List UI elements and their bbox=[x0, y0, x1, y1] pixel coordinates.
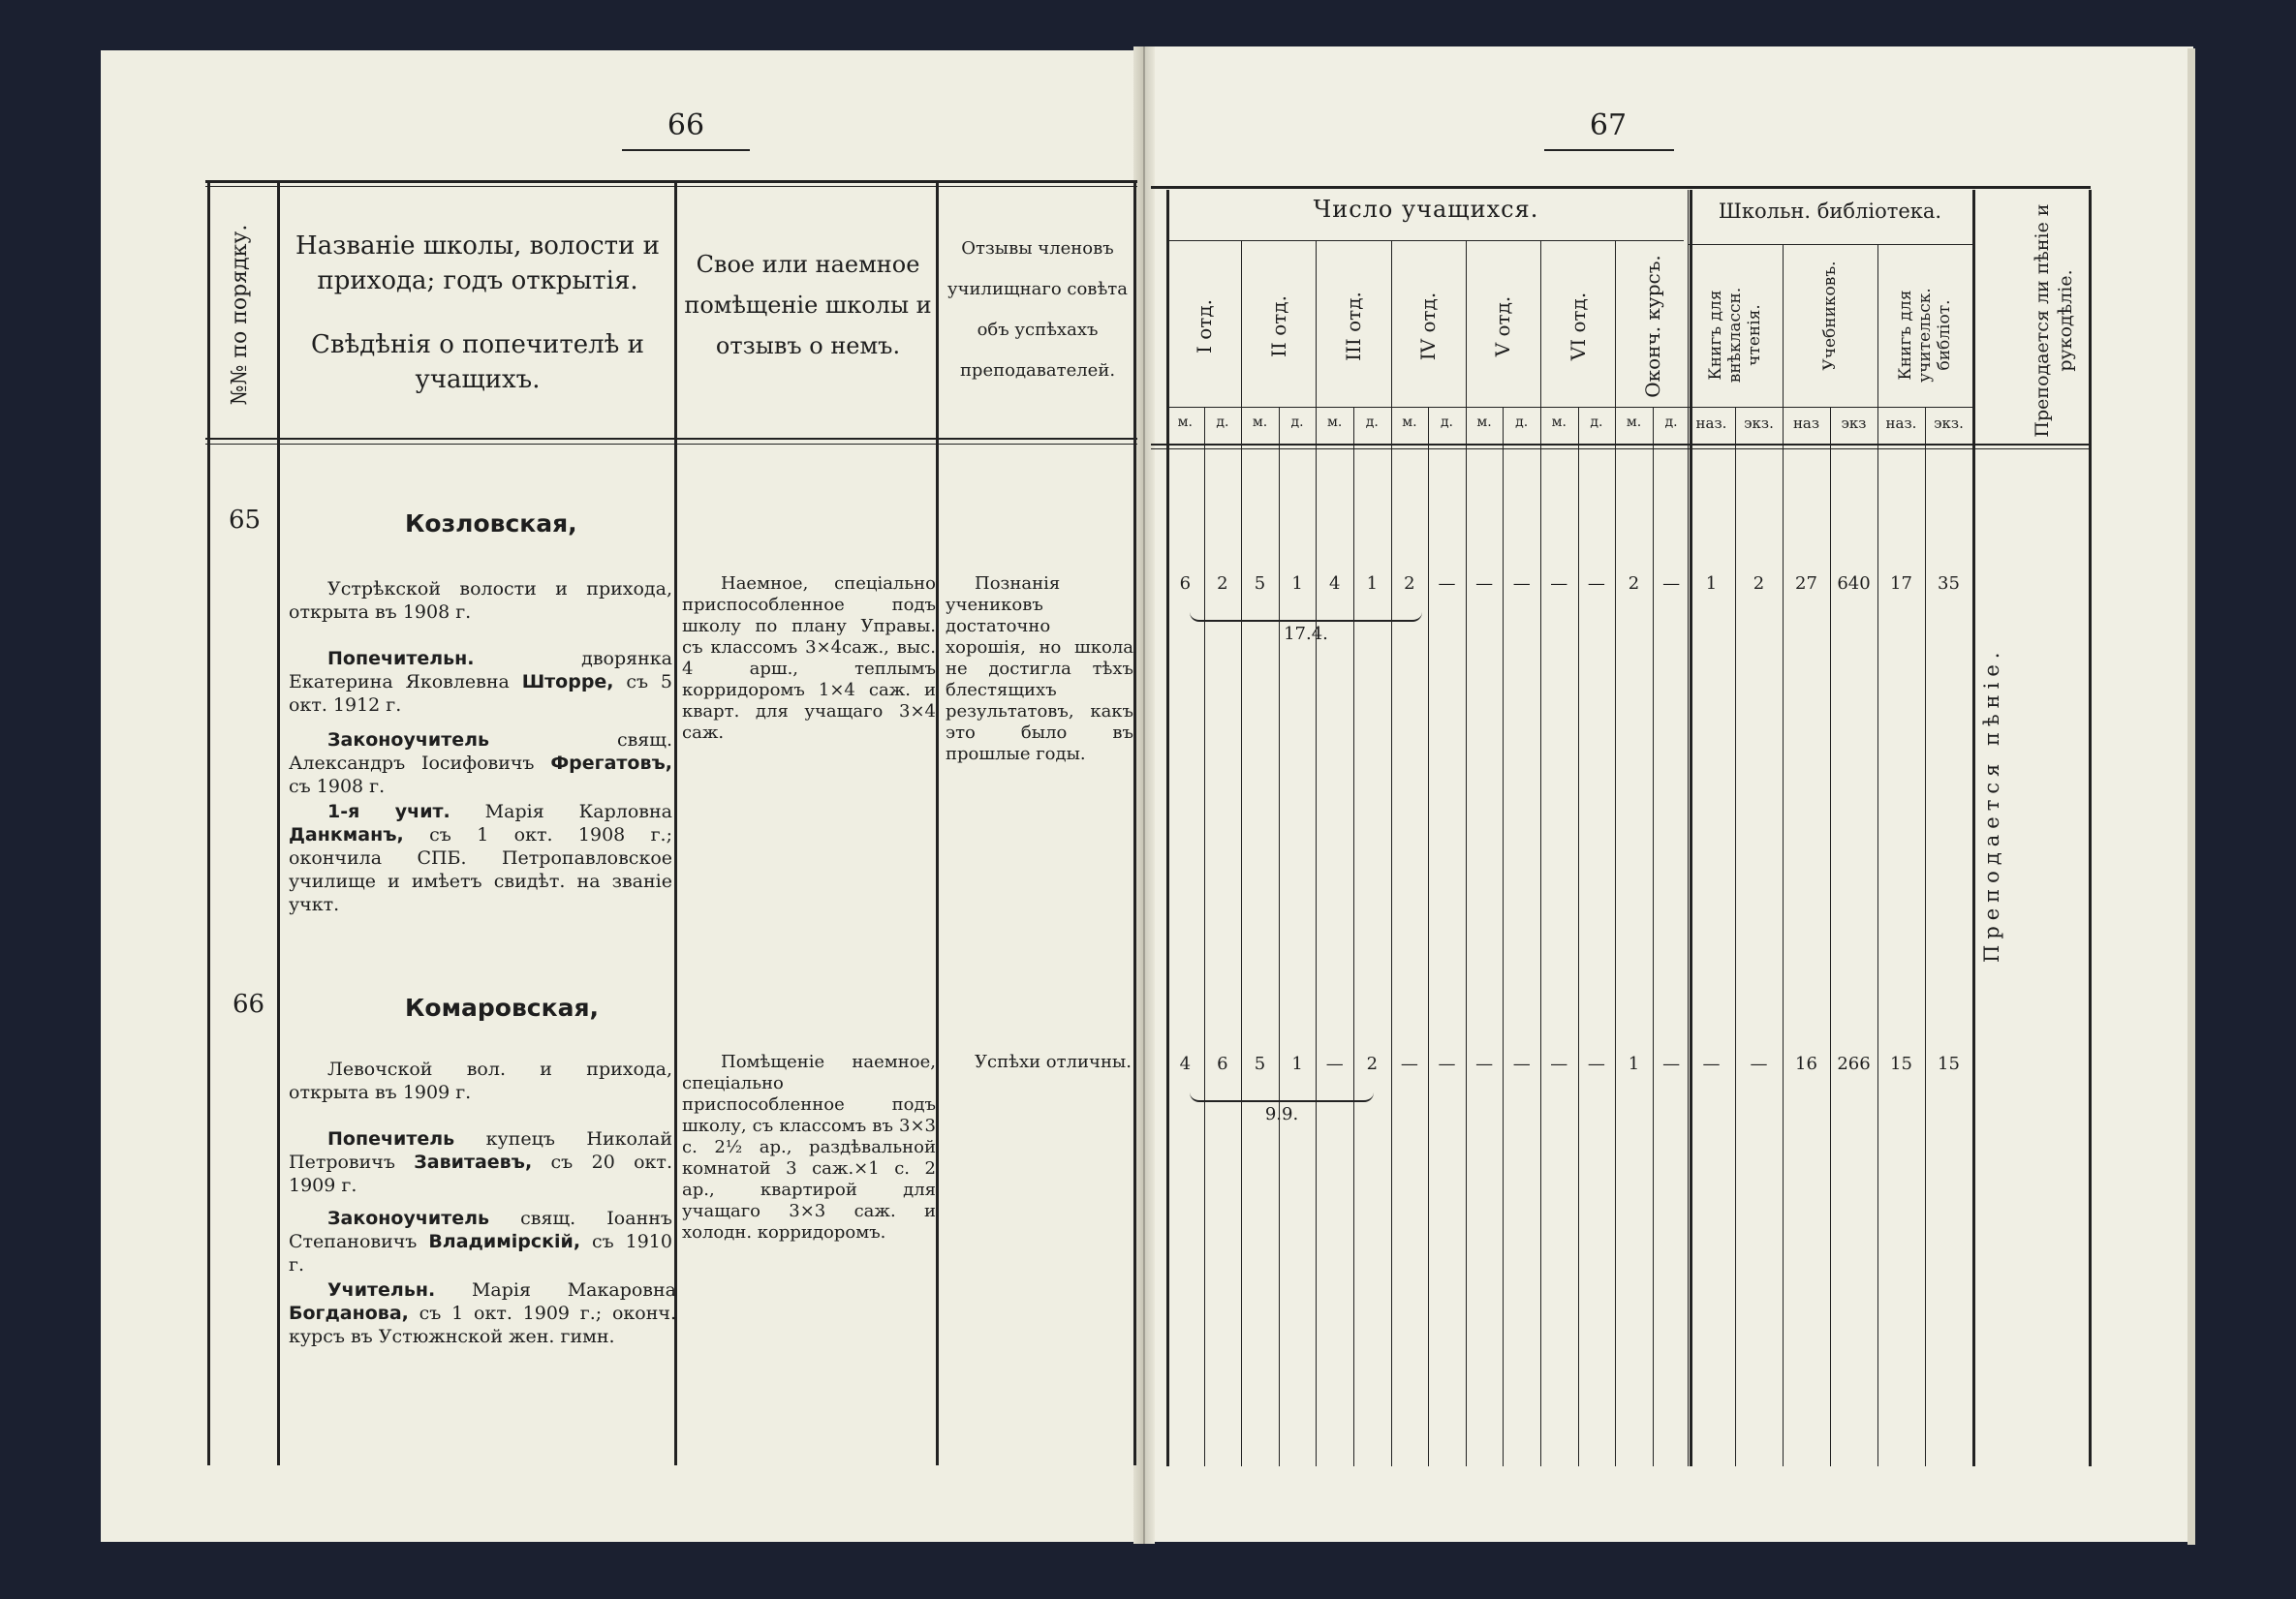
library-count: 15 bbox=[1890, 1054, 1912, 1074]
table-top-rule bbox=[1151, 186, 2091, 189]
library-count: 35 bbox=[1938, 573, 1960, 594]
student-count: 1 bbox=[1291, 1054, 1303, 1074]
column-rule bbox=[1204, 407, 1205, 1466]
student-count: — bbox=[1438, 1054, 1456, 1074]
library-count: 27 bbox=[1795, 573, 1817, 594]
school-name: Козловская, bbox=[405, 509, 577, 538]
teacher-label: Учительн. bbox=[327, 1279, 436, 1301]
student-count: 2 bbox=[1366, 1054, 1379, 1074]
column-rule bbox=[1279, 407, 1280, 1466]
column-rule bbox=[1166, 190, 1169, 1466]
library-count: 15 bbox=[1938, 1054, 1960, 1074]
column-rule bbox=[674, 182, 677, 1465]
school-trustee bbox=[289, 1127, 672, 1197]
grade-header: V отд. bbox=[1491, 295, 1515, 357]
priest-label: Законоучитель bbox=[327, 729, 490, 751]
teacher-text: Марія Макаровна bbox=[471, 1279, 676, 1301]
grade-header: III отд. bbox=[1342, 292, 1365, 361]
student-count: 5 bbox=[1254, 573, 1266, 594]
column-rule bbox=[1925, 407, 1926, 1466]
sex-subheader: м. bbox=[1402, 415, 1417, 430]
header-reviews: Отзывы членовъ училищнаго совѣта объ успѣхахъ преподавателей. bbox=[947, 238, 1128, 381]
column-rule bbox=[1133, 182, 1136, 1465]
school-priest bbox=[289, 1207, 672, 1276]
library-subheader: наз bbox=[1792, 415, 1820, 432]
column-rule bbox=[1578, 407, 1579, 1466]
header-students: Число учащихся. bbox=[1313, 196, 1539, 223]
sex-header-rule bbox=[1166, 407, 1972, 408]
student-count: 1 bbox=[1291, 573, 1303, 594]
sex-subheader: м. bbox=[1626, 415, 1642, 430]
student-count: 2 bbox=[1404, 573, 1415, 594]
student-count: — bbox=[1400, 1054, 1418, 1074]
student-count: 1 bbox=[1366, 573, 1379, 594]
school-premises: Помѣщеніе наемное, спеціально приспособленное подъ школу, съ классомъ въ 3×3 с. 2½ ар., раздѣвальной комнатой 3 саж.×1 с. 2 ар., квартирой для учащаго 3×3 саж. и холодн. корридоромъ. bbox=[682, 1052, 936, 1243]
trustee-text: дворянка Екатерина Яковлевна bbox=[289, 648, 672, 692]
school-premises: Наемное, спеціально приспособленное подъ школу по плану Управы. съ классомъ 3×4саж., выс. 4 арш., теплымъ корридоромъ 1×4 саж. и кварт. для учащаго 3×4 саж. bbox=[682, 573, 936, 743]
grade-header: II отд. bbox=[1266, 295, 1290, 357]
student-count: — bbox=[1325, 1054, 1344, 1074]
student-count: 5 bbox=[1254, 1054, 1266, 1074]
sex-subheader: д. bbox=[1590, 415, 1603, 430]
sex-subheader: д. bbox=[1365, 415, 1379, 430]
column-rule bbox=[277, 182, 280, 1465]
teacher-since: съ 1 окт. 1909 г.; оконч. курсъ въ Устюжнской жен. гимн. bbox=[289, 1303, 676, 1347]
singing-value: Преподается пѣніе. bbox=[1980, 646, 2003, 963]
header-trustees: Свѣдѣнія о попечителѣ и учащихъ. bbox=[311, 330, 644, 395]
student-count: 2 bbox=[1217, 573, 1228, 594]
column-rule bbox=[1688, 190, 1689, 1466]
column-rule bbox=[1735, 407, 1736, 1466]
header-school-name: Названіе школы, волости и прихода; годъ открытія. bbox=[295, 231, 660, 296]
table-header-rule bbox=[1151, 448, 2091, 449]
sex-subheader: д. bbox=[1216, 415, 1229, 430]
page-edge bbox=[2187, 48, 2195, 1545]
grade-header: IV отд. bbox=[1416, 292, 1441, 361]
column-rule bbox=[1972, 190, 1975, 1466]
student-total: 9.9. bbox=[1264, 1104, 1299, 1124]
student-count: 2 bbox=[1628, 573, 1640, 594]
library-count: 640 bbox=[1837, 573, 1871, 594]
student-total: 17.4. bbox=[1284, 624, 1328, 644]
page-number-underline bbox=[622, 149, 750, 151]
trustee-name: Завитаевъ, bbox=[414, 1152, 533, 1173]
library-count: 16 bbox=[1795, 1054, 1817, 1074]
column-rule bbox=[1353, 407, 1354, 1466]
school-number: 65 bbox=[229, 506, 262, 535]
column-rule bbox=[1503, 407, 1504, 1466]
student-count: — bbox=[1662, 573, 1681, 594]
table-header-rule bbox=[1151, 444, 2091, 446]
priest-text: свящ. Іоаннъ Степановичъ bbox=[289, 1208, 672, 1252]
library-subheader: экз. bbox=[1744, 415, 1774, 432]
student-count: — bbox=[1587, 1054, 1605, 1074]
sex-subheader: м. bbox=[1327, 415, 1343, 430]
priest-name: Фрегатовъ, bbox=[550, 753, 672, 774]
library-header: Книгъ для учительск. библіот. bbox=[1896, 288, 1954, 383]
library-subheader: экз. bbox=[1934, 415, 1964, 432]
student-count: — bbox=[1512, 573, 1531, 594]
school-parish: Устрѣкской волости и прихода, открыта въ 1908 г. bbox=[289, 578, 672, 623]
grade-header: I отд. bbox=[1192, 298, 1216, 354]
teacher-name: Богданова, bbox=[289, 1303, 409, 1324]
student-count: — bbox=[1550, 573, 1568, 594]
student-count: — bbox=[1512, 1054, 1531, 1074]
column-rule bbox=[1428, 407, 1429, 1466]
table-header-rule bbox=[205, 444, 1137, 445]
student-count: 6 bbox=[1179, 573, 1192, 594]
library-header: Учебниковъ. bbox=[1820, 261, 1840, 371]
teacher-since: съ 1 окт. 1908 г.; окончила СПБ. Петропавловское училище и имѣетъ свидѣт. на званіе учкт. bbox=[289, 824, 673, 915]
student-count: 4 bbox=[1179, 1054, 1192, 1074]
library-subheader: экз bbox=[1841, 415, 1867, 432]
trustee-text: купецъ Николай Петровичъ bbox=[289, 1128, 672, 1173]
header-library: Школьн. библіотека. bbox=[1718, 200, 1942, 223]
priest-label: Законоучитель bbox=[327, 1208, 490, 1229]
column-rule bbox=[1690, 190, 1692, 1466]
page-number-underline bbox=[1544, 149, 1674, 151]
trustee-since: съ 20 окт. 1909 г. bbox=[289, 1152, 672, 1196]
table-top-rule bbox=[205, 186, 1137, 187]
sex-subheader: м. bbox=[1252, 415, 1268, 430]
library-header: Книгъ для внѣклассн. чтенія. bbox=[1706, 287, 1764, 384]
header-premises: Свое или наемное помѣщеніе школы и отзывъ о немъ. bbox=[684, 251, 932, 359]
school-review: Познанія учениковъ достаточно хорошія, но школа не достигла тѣхъ блестящихъ результатовъ, какъ это было въ прошлые годы. bbox=[946, 573, 1133, 764]
student-count: — bbox=[1550, 1054, 1568, 1074]
sex-subheader: м. bbox=[1177, 415, 1193, 430]
header-order-number: №№ по порядку. bbox=[228, 224, 252, 406]
student-count: — bbox=[1438, 573, 1456, 594]
school-number: 66 bbox=[233, 990, 265, 1019]
column-rule bbox=[207, 182, 210, 1465]
priest-text: свящ. Александръ Іосифовичъ bbox=[289, 729, 672, 774]
school-name: Комаровская, bbox=[405, 994, 600, 1022]
student-count: — bbox=[1587, 573, 1605, 594]
column-rule bbox=[2089, 190, 2092, 1466]
school-teacher bbox=[289, 800, 672, 916]
table-top-rule bbox=[205, 180, 1137, 183]
school-review: Успѣхи отличны. bbox=[975, 1052, 1132, 1072]
sex-subheader: д. bbox=[1440, 415, 1454, 430]
library-count: 17 bbox=[1890, 573, 1912, 594]
student-count: 4 bbox=[1328, 573, 1341, 594]
table-header-rule bbox=[205, 438, 1137, 440]
page-number-left: 66 bbox=[667, 108, 705, 142]
school-trustee bbox=[289, 647, 672, 717]
teacher-label: 1-я учит. bbox=[327, 801, 450, 822]
student-count: — bbox=[1662, 1054, 1681, 1074]
trustee-label: Попечитель bbox=[327, 1128, 455, 1150]
sex-subheader: м. bbox=[1551, 415, 1567, 430]
trustee-since: съ 5 окт. 1912 г. bbox=[289, 671, 673, 716]
header-singing: Преподается ли пѣніе и рукодѣліе. bbox=[2032, 203, 2076, 438]
sex-subheader: д. bbox=[1515, 415, 1529, 430]
library-count: — bbox=[1750, 1054, 1768, 1074]
student-count: — bbox=[1475, 573, 1494, 594]
page-number-right: 67 bbox=[1589, 108, 1628, 142]
priest-since: съ 1908 г. bbox=[289, 776, 386, 797]
sex-subheader: д. bbox=[1290, 415, 1304, 430]
school-priest bbox=[289, 728, 672, 798]
column-rule bbox=[1830, 407, 1831, 1466]
teacher-name: Данкманъ, bbox=[289, 824, 404, 846]
trustee-name: Шторре, bbox=[521, 671, 614, 692]
library-count: 266 bbox=[1837, 1054, 1871, 1074]
student-count: 1 bbox=[1628, 1054, 1640, 1074]
trustee-label: Попечительн. bbox=[327, 648, 475, 669]
student-count: 6 bbox=[1217, 1054, 1228, 1074]
priest-name: Владимірскій, bbox=[428, 1231, 581, 1252]
students-header-rule bbox=[1166, 240, 1684, 241]
school-teacher bbox=[289, 1278, 676, 1348]
total-brace bbox=[1190, 612, 1422, 622]
priest-since: съ 1910 г. bbox=[289, 1231, 672, 1276]
library-subheader: наз. bbox=[1695, 415, 1727, 432]
school-parish: Левочской вол. и прихода, открыта въ 1909 г. bbox=[289, 1059, 672, 1103]
grade-header: VI отд. bbox=[1566, 292, 1590, 361]
book-spine bbox=[1133, 46, 1155, 1544]
grade-header: Оконч. курсъ. bbox=[1640, 255, 1664, 398]
teacher-text: Марія Карловна bbox=[484, 801, 672, 822]
column-rule bbox=[936, 182, 939, 1465]
total-brace bbox=[1190, 1092, 1374, 1102]
sex-subheader: м. bbox=[1476, 415, 1492, 430]
column-rule bbox=[1653, 407, 1654, 1466]
library-subheader: наз. bbox=[1885, 415, 1917, 432]
library-count: — bbox=[1702, 1054, 1721, 1074]
library-count: 2 bbox=[1753, 573, 1765, 594]
library-count: 1 bbox=[1705, 573, 1718, 594]
sex-subheader: д. bbox=[1664, 415, 1678, 430]
student-count: — bbox=[1475, 1054, 1494, 1074]
